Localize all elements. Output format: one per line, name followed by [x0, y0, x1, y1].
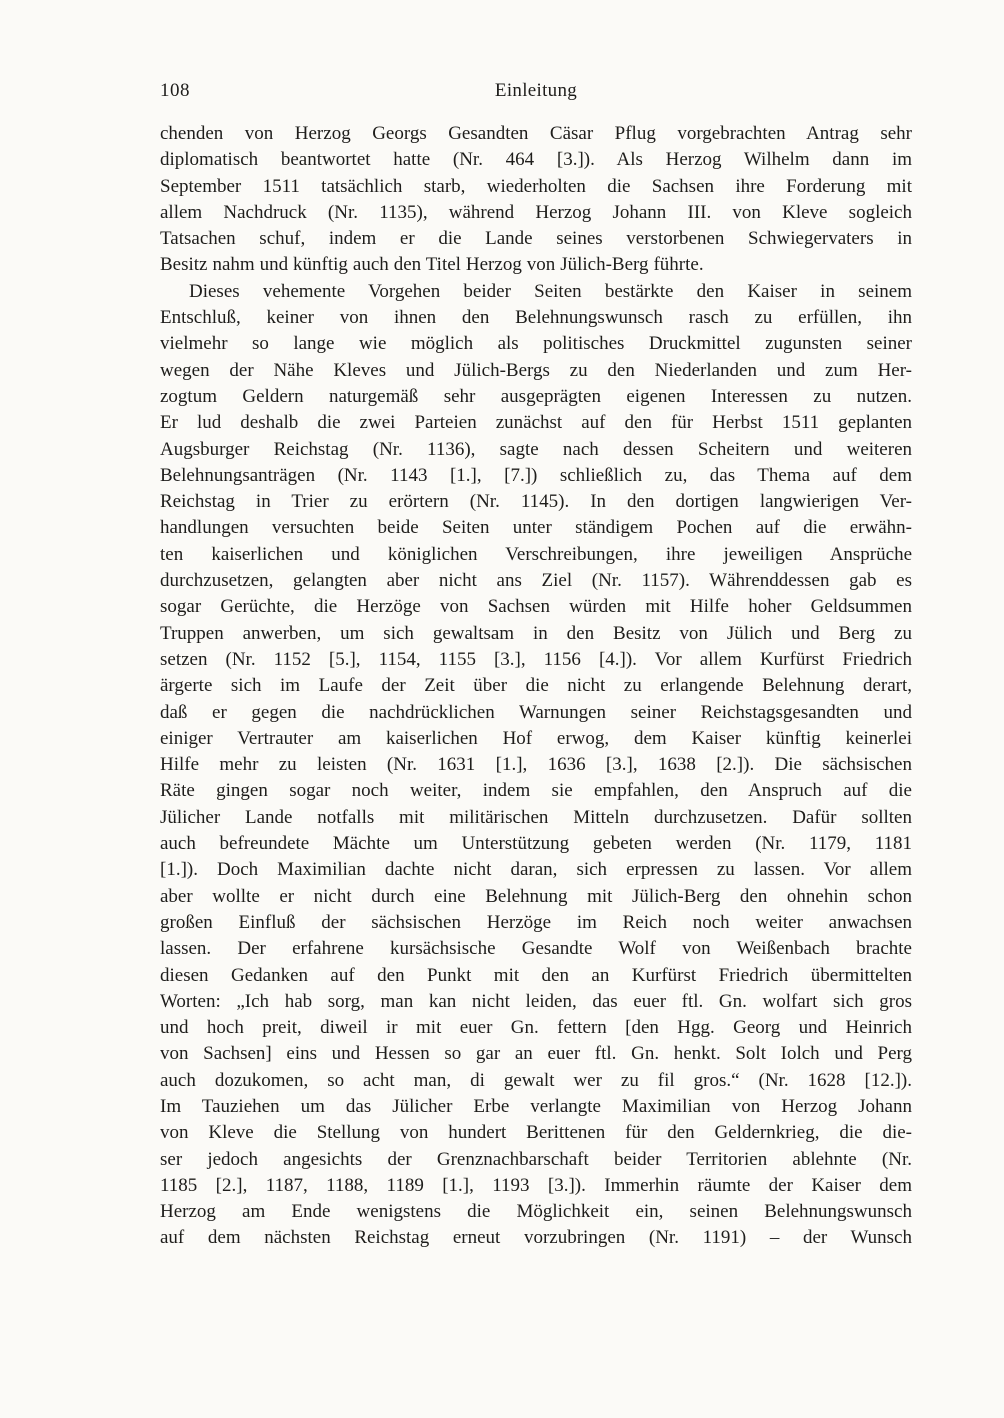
text-line: auch befreundete Mächte um Unterstützung gebeten werden (Nr. 1179, 1181 — [160, 833, 912, 855]
text-line: von Sachsen] eins und Hessen so gar an euer ftl. Gn. henkt. Solt Iolch und Perg — [160, 1043, 912, 1065]
text-line: ärgerte sich im Laufe der Zeit über die nicht zu erlangende Belehnung derart, — [160, 675, 912, 697]
text-line: Im Tauziehen um das Jülicher Erbe verlangte Maximilian von Herzog Johann — [160, 1095, 912, 1117]
text-line: diesen Gedanken auf den Punkt mit den an Kurfürst Friedrich übermittelten — [160, 964, 912, 986]
text-line: wegen der Nähe Kleves und Jülich-Bergs zu den Niederlanden und zum Her- — [160, 359, 912, 381]
text-line: Entschluß, keiner von ihnen den Belehnungswunsch rasch zu erfüllen, ihn — [160, 307, 912, 329]
text-line: ten kaiserlichen und königlichen Verschreibungen, ihre jeweiligen Ansprüche — [160, 543, 912, 565]
text-line: Tatsachen schuf, indem er die Lande seines verstorbenen Schwiegervaters in — [160, 228, 912, 250]
text-line: chenden von Herzog Georgs Gesandten Cäsar Pflug vorgebrachten Antrag sehr — [160, 123, 912, 144]
text-line: zogtum Geldern naturgemäß sehr ausgeprägten eigenen Interessen zu nutzen. — [160, 385, 912, 407]
page-number: 108 — [160, 80, 190, 101]
text-line: Er lud deshalb die zwei Parteien zunächst auf den für Herbst 1511 geplanten — [160, 412, 912, 434]
text-line: Räte gingen sogar noch weiter, indem sie empfahlen, den Anspruch auf die — [160, 780, 912, 802]
text-line: auch dozukomen, so acht man, di gewalt wer zu fil gros.“ (Nr. 1628 [12.]). — [160, 1069, 912, 1091]
text-line: allem Nachdruck (Nr. 1135), während Herzog Johann III. von Kleve sogleich — [160, 201, 912, 223]
text-line: aber wollte er nicht durch eine Belehnung mit Jülich-Berg den ohnehin schon — [160, 885, 912, 907]
text-line: Jülicher Lande notfalls mit militärischen Mitteln durchzusetzen. Dafür sollten — [160, 806, 912, 828]
text-line: [1.]). Doch Maximilian dachte nicht daran, sich erpressen zu lassen. Vor allem — [160, 859, 912, 881]
text-line: September 1511 tatsächlich starb, wiederholten die Sachsen ihre Forderung mit — [160, 175, 912, 197]
text-line: auf dem nächsten Reichstag erneut vorzubringen (Nr. 1191) – der Wunsch — [160, 1227, 912, 1249]
running-title: Einleitung — [494, 80, 578, 101]
text-line: lassen. Der erfahrene kursächsische Gesandte Wolf von Weißenbach brachte — [160, 938, 912, 960]
text-line: Belehnungsanträgen (Nr. 1143 [1.], [7.]) schließlich zu, das Thema auf dem — [160, 464, 912, 486]
text-line: und hoch preit, diweil ir mit euer Gn. fettern [den Hgg. Georg und Heinrich — [160, 1017, 912, 1039]
text-line: Truppen anwerben, um sich gewaltsam in den Besitz von Jülich und Berg zu — [160, 622, 912, 644]
text-line: einiger Vertrauter am kaiserlichen Hof erwog, dem Kaiser künftig keinerlei — [160, 727, 912, 749]
paragraph — [160, 121, 912, 279]
paragraph — [160, 279, 912, 1252]
text-line: Reichstag in Trier zu erörtern (Nr. 1145). In den dortigen langwierigen Ver- — [160, 491, 912, 513]
text-line: Dieses vehemente Vorgehen beider Seiten bestärkte den Kaiser in seinem — [189, 280, 912, 302]
text-line: Besitz nahm und künftig auch den Titel Herzog von Jülich-Berg führte. — [160, 254, 704, 276]
text-line: ser jedoch angesichts der Grenznachbarschaft beider Territorien ablehnte (Nr. — [160, 1148, 912, 1170]
text-line: durchzusetzen, gelangten aber nicht ans Ziel (Nr. 1157). Währenddessen gab es — [160, 570, 912, 592]
text-line: diplomatisch beantwortet hatte (Nr. 464 [3.]). Als Herzog Wilhelm dann im — [160, 149, 912, 171]
text-line: von Kleve die Stellung von hundert Berittenen für den Geldernkrieg, die die- — [160, 1122, 912, 1144]
text-line: Herzog am Ende wenigstens die Möglichkeit ein, seinen Belehnungswunsch — [160, 1201, 912, 1223]
text-line: großen Einfluß der sächsischen Herzöge im Reich noch weiter anwachsen — [160, 911, 912, 933]
body-text — [160, 121, 912, 1252]
text-line: vielmehr so lange wie möglich als politisches Druckmittel zugunsten seiner — [160, 333, 912, 355]
text-line: Worten: „Ich hab sorg, man kan nicht leiden, das euer ftl. Gn. wolfart sich gros — [160, 990, 912, 1012]
text-line: Augsburger Reichstag (Nr. 1136), sagte nach dessen Scheitern und weiteren — [160, 438, 912, 460]
page-header — [160, 80, 912, 107]
text-line: setzen (Nr. 1152 [5.], 1154, 1155 [3.], 1156 [4.]). Vor allem Kurfürst Friedrich — [160, 648, 912, 670]
text-line: 1185 [2.], 1187, 1188, 1189 [1.], 1193 [3.]). Immerhin räumte der Kaiser dem — [160, 1174, 912, 1196]
text-line: handlungen versuchten beide Seiten unter ständigem Pochen auf die erwähn- — [160, 517, 912, 539]
text-line: Hilfe mehr zu leisten (Nr. 1631 [1.], 1636 [3.], 1638 [2.]). Die sächsischen — [160, 754, 912, 776]
text-line: daß er gegen die nachdrücklichen Warnungen seiner Reichstagsgesandten und — [160, 701, 912, 723]
text-line: sogar Gerüchte, die Herzöge von Sachsen würden mit Hilfe hoher Geldsummen — [160, 596, 912, 618]
